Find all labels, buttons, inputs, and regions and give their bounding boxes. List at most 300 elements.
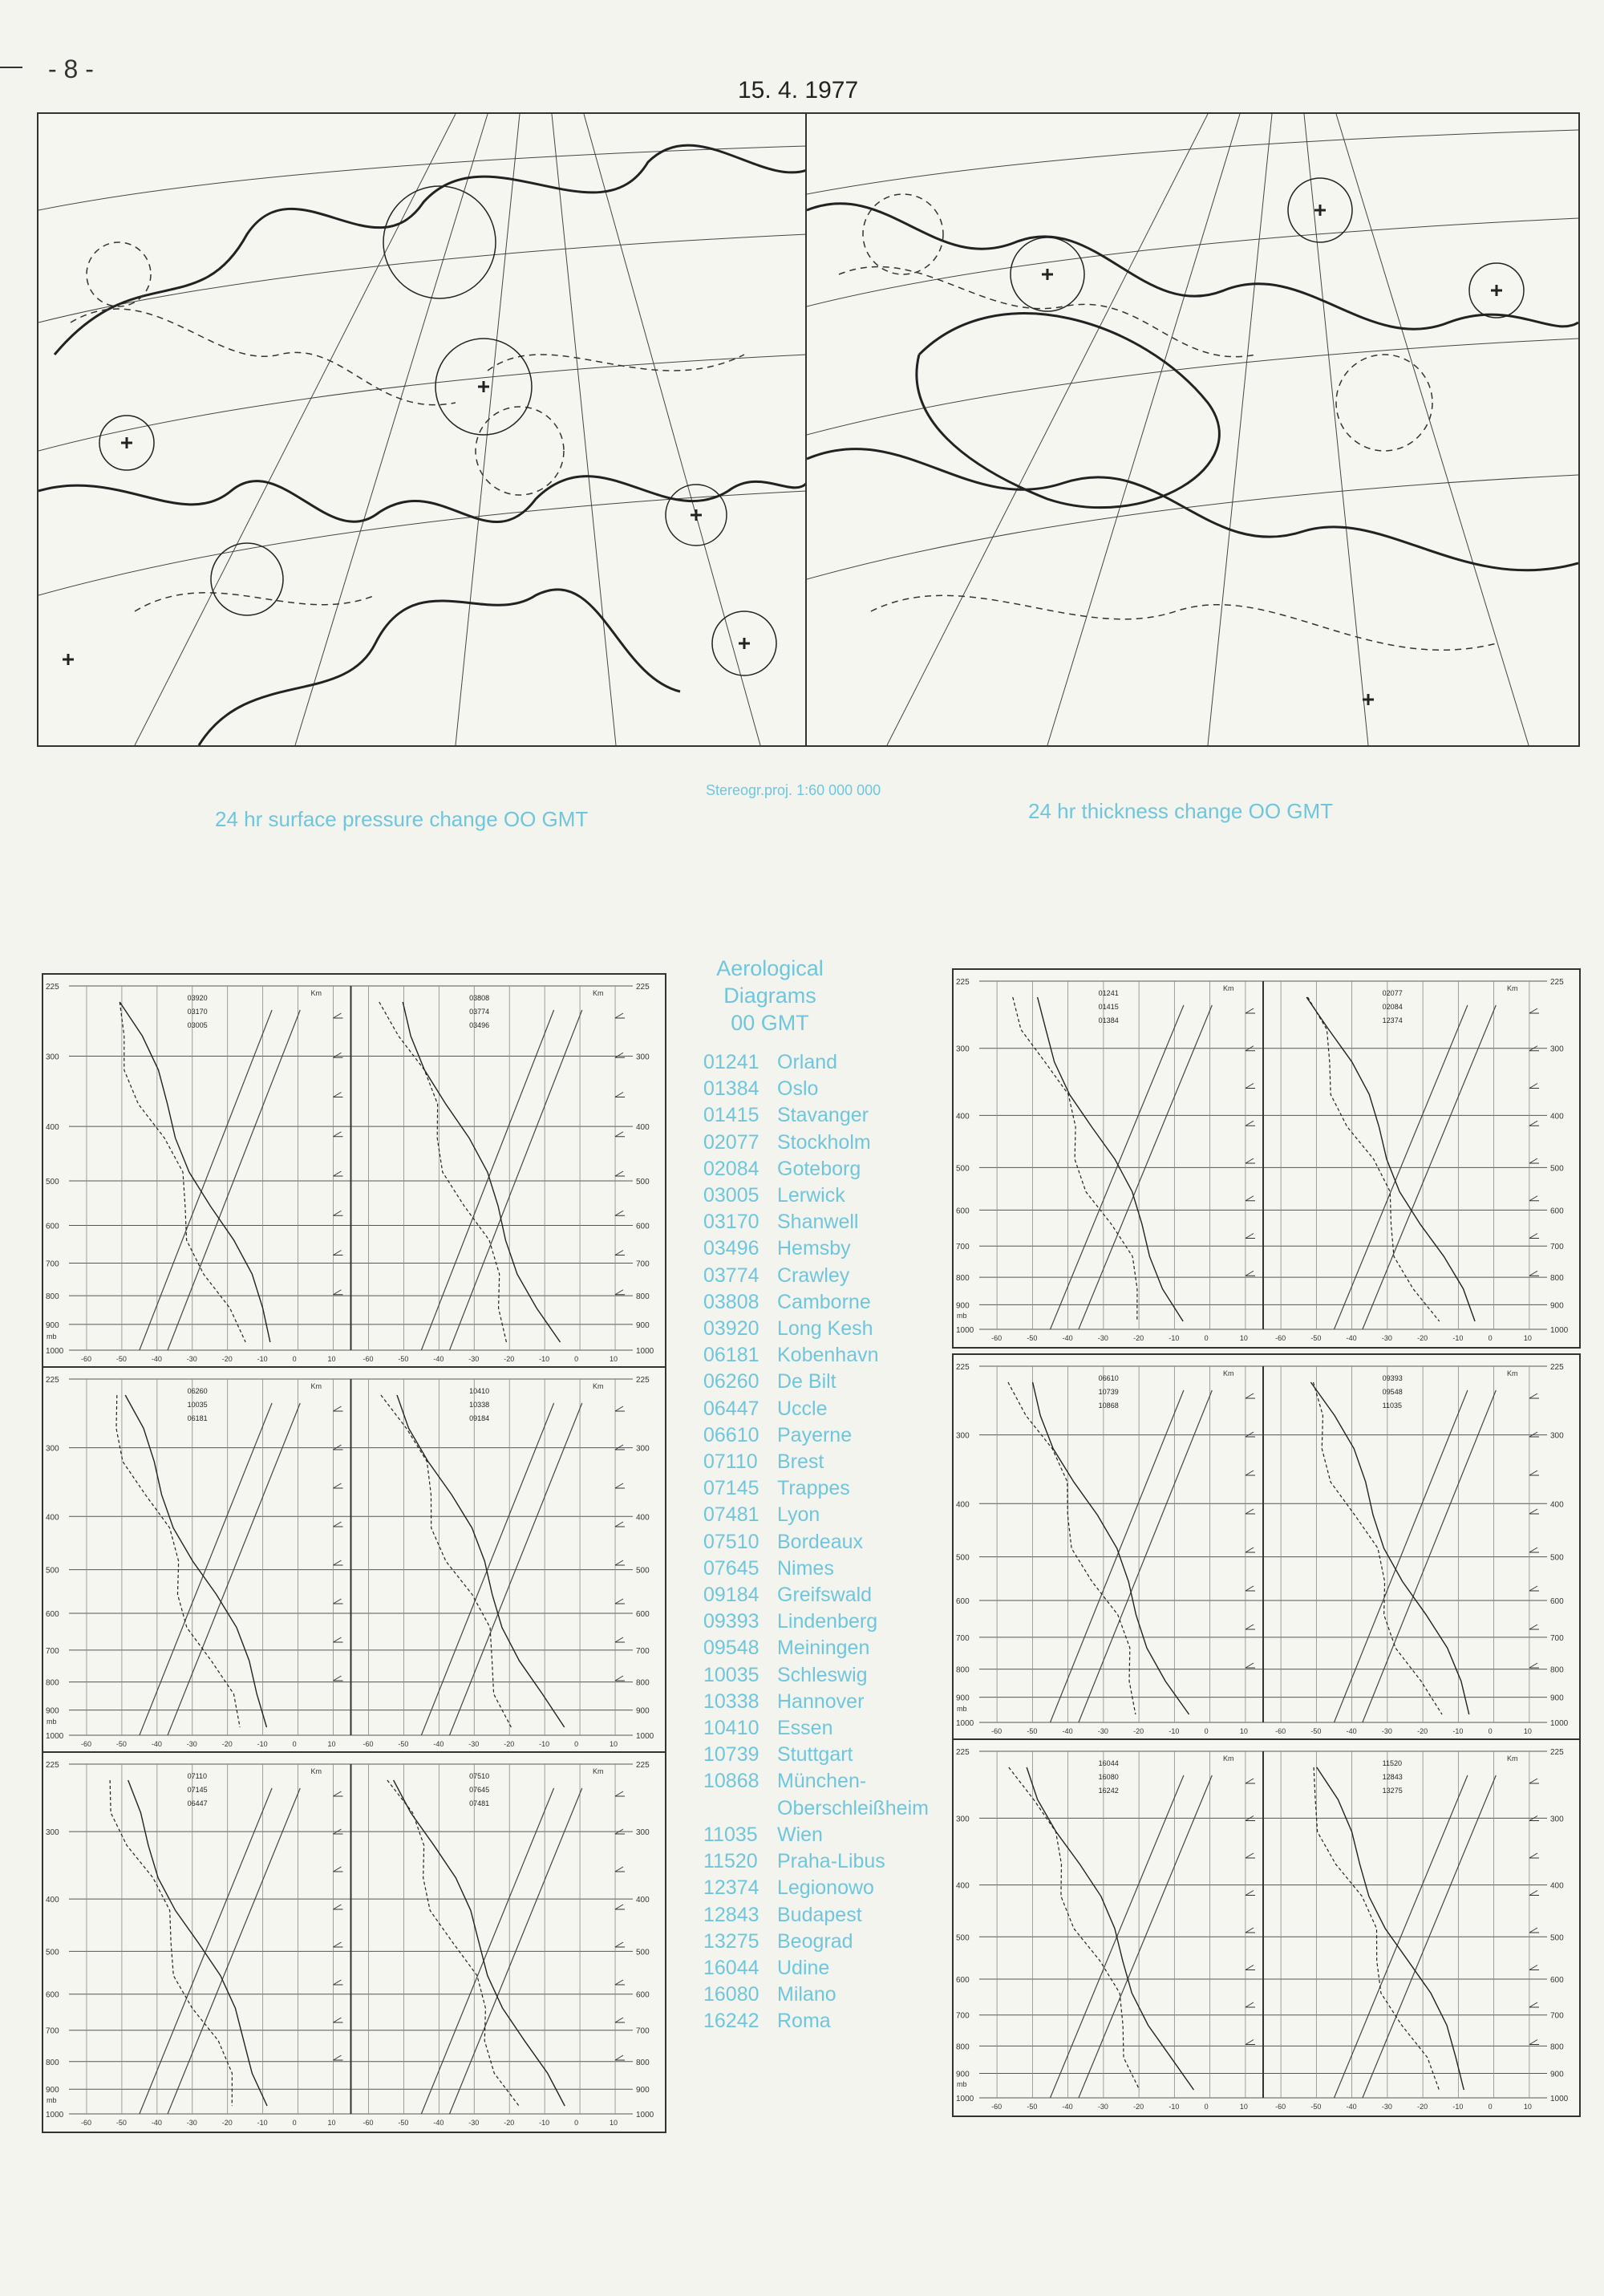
diagram-station-code: 16242 <box>1098 1787 1119 1795</box>
pressure-label-left: 500 <box>956 1553 970 1563</box>
pressure-label-left: 700 <box>956 1633 970 1643</box>
pressure-label-right: 1000 <box>636 1347 654 1356</box>
temperature-tick: -60 <box>363 1740 374 1748</box>
temperature-tick: -50 <box>1310 1334 1322 1342</box>
wind-barb <box>615 1522 625 1527</box>
pressure-label-left: 225 <box>46 983 59 992</box>
diagram-station-code: 07481 <box>469 1799 490 1807</box>
station-code: 07481 <box>703 1503 759 1527</box>
diagram-svg <box>954 970 1579 1347</box>
station-code: 03920 <box>703 1317 759 1341</box>
station-row <box>703 1130 929 1156</box>
wind-barb <box>1246 1586 1255 1591</box>
wind-barb <box>1246 1432 1255 1437</box>
thickness-map-drawing <box>807 114 1578 745</box>
temperature-tick: 10 <box>610 2119 618 2127</box>
pressure-label-right: 900 <box>1550 2070 1564 2079</box>
pressure-label-left: 900 <box>46 2086 59 2095</box>
wind-barb <box>615 1053 625 1057</box>
station-name: Orland <box>777 1051 838 1073</box>
pressure-label-left: 400 <box>46 1123 59 1133</box>
station-row <box>703 1848 929 1875</box>
wind-barb <box>334 1483 343 1488</box>
pressure-label-right: 1000 <box>1550 1326 1569 1335</box>
mb-unit-label: mb <box>957 1705 967 1713</box>
temperature-tick: -20 <box>504 1740 515 1748</box>
wind-barb <box>1246 1470 1255 1475</box>
temperature-profile <box>1027 1767 1193 2090</box>
pressure-label-left: 1000 <box>46 1732 64 1741</box>
wind-barb <box>615 2018 625 2022</box>
pressure-label-left: 225 <box>956 1363 970 1372</box>
station-code: 12843 <box>703 1903 759 1926</box>
wind-barb <box>1529 1928 1539 1933</box>
station-code: 03774 <box>703 1264 759 1287</box>
wind-barb <box>1246 1853 1255 1858</box>
pressure-label-right: 900 <box>1550 1694 1564 1703</box>
pressure-label-right: 900 <box>636 1320 650 1330</box>
wind-barb <box>334 2055 343 2060</box>
station-name: Lerwick <box>777 1184 845 1207</box>
station-row <box>703 1662 929 1689</box>
aerological-diagram <box>42 1751 666 2133</box>
temperature-tick: -40 <box>1062 1727 1073 1735</box>
temperature-tick: -10 <box>1169 1334 1180 1342</box>
diagram-station-code: 11520 <box>1382 1759 1403 1767</box>
wind-barb <box>334 1522 343 1527</box>
temperature-profile <box>125 1395 266 1727</box>
temperature-tick: 10 <box>610 1740 618 1748</box>
diagram-station-code: 12843 <box>1382 1773 1403 1781</box>
station-name: Oslo <box>777 1077 819 1101</box>
station-row <box>703 1396 929 1422</box>
wind-barb <box>334 1290 343 1295</box>
temperature-tick: -60 <box>80 1740 91 1748</box>
diagram-station-code: 16080 <box>1098 1773 1119 1781</box>
pressure-label-left: 600 <box>956 1207 970 1216</box>
diagram-svg <box>954 1355 1579 1740</box>
wind-barb <box>1529 1271 1539 1276</box>
diagram-station-code: 07645 <box>469 1786 490 1794</box>
pressure-label-right: 300 <box>636 1828 650 1838</box>
dry-adiabat <box>1079 1390 1212 1722</box>
temperature-tick: -50 <box>398 1355 409 1363</box>
pressure-label-left: 1000 <box>956 1326 974 1335</box>
pressure-label-right: 500 <box>636 1948 650 1957</box>
station-row <box>703 1156 929 1182</box>
wind-barb <box>1529 1663 1539 1668</box>
km-unit-label: Km <box>1223 1369 1234 1377</box>
diagram-station-code: 02084 <box>1382 1003 1403 1011</box>
station-code: 09548 <box>703 1637 759 1660</box>
station-name: Roma <box>777 2010 831 2033</box>
dewpoint-profile <box>116 1395 240 1727</box>
pressure-label-right: 500 <box>1550 1553 1564 1563</box>
projection-label: Stereogr.proj. 1:60 000 000 <box>706 782 881 798</box>
dry-adiabat <box>450 1403 582 1735</box>
wind-barb <box>1246 1625 1255 1629</box>
wind-barb <box>334 1053 343 1057</box>
temperature-profile <box>397 1395 565 1727</box>
wind-barb <box>1246 1393 1255 1398</box>
pressure-label-right: 500 <box>1550 1933 1564 1943</box>
pressure-label-right: 400 <box>636 1896 650 1905</box>
km-unit-label: Km <box>593 1767 604 1775</box>
km-unit-label: Km <box>310 989 322 997</box>
station-name: Schleswig <box>777 1663 868 1686</box>
station-code: 07510 <box>703 1530 759 1553</box>
diagram-station-code: 03496 <box>469 1021 490 1029</box>
temperature-tick: -20 <box>504 2119 515 2127</box>
pressure-label-right: 600 <box>636 1609 650 1619</box>
station-code: 01241 <box>703 1051 759 1073</box>
temperature-tick: -20 <box>221 1740 233 1748</box>
station-code: 09184 <box>703 1584 759 1607</box>
wind-barb <box>1529 2040 1539 2045</box>
wind-barb <box>1246 1084 1255 1089</box>
wind-barb <box>1529 1779 1539 1783</box>
station-code: 10868 <box>703 1770 759 1793</box>
station-name: Greifswald <box>777 1584 873 1607</box>
wind-barb <box>334 1599 343 1604</box>
station-row <box>703 1715 929 1742</box>
station-code: 07145 <box>703 1477 759 1500</box>
surface-pressure-caption: 24 hr surface pressure change OO GMT <box>215 807 589 831</box>
diagram-station-code: 10410 <box>469 1387 490 1395</box>
wind-barb <box>1246 1548 1255 1552</box>
temperature-profile <box>1306 997 1475 1321</box>
wind-barb <box>334 1676 343 1681</box>
km-unit-label: Km <box>1507 984 1518 992</box>
temperature-tick: -30 <box>468 1355 480 1363</box>
wind-barb <box>1529 2002 1539 2007</box>
wind-barb <box>334 1942 343 1947</box>
station-row <box>703 2008 929 2034</box>
pressure-label-right: 1000 <box>636 1732 654 1741</box>
wind-barb <box>1246 1928 1255 1933</box>
station-code: 10338 <box>703 1690 759 1713</box>
temperature-tick: -30 <box>186 1740 197 1748</box>
pressure-label-right: 225 <box>1550 1748 1564 1757</box>
diagram-station-code: 06181 <box>187 1414 208 1422</box>
temperature-tick: 10 <box>327 1355 336 1363</box>
station-code: 06610 <box>703 1423 759 1446</box>
station-name: Milano <box>777 1983 836 2006</box>
temperature-profile <box>119 1002 270 1342</box>
wind-barb <box>1529 1891 1539 1896</box>
pressure-label-right: 300 <box>636 1444 650 1454</box>
pressure-label-left: 800 <box>46 2058 59 2067</box>
pressure-label-left: 800 <box>956 1665 970 1675</box>
temperature-tick: -60 <box>1275 1727 1286 1735</box>
station-row <box>703 1369 929 1395</box>
station-name: Legionowo <box>777 1876 874 1900</box>
diagram-station-code: 10338 <box>469 1401 490 1409</box>
pressure-label-left: 600 <box>956 1976 970 1986</box>
wind-barb <box>615 1093 625 1097</box>
temperature-tick: -40 <box>1062 1334 1073 1342</box>
temperature-tick: -20 <box>1417 1334 1428 1342</box>
temperature-tick: -30 <box>1097 2103 1108 2111</box>
station-row <box>703 1929 929 1955</box>
temperature-tick: -40 <box>433 1355 444 1363</box>
temperature-tick: -60 <box>991 2103 1003 2111</box>
temperature-tick: -50 <box>398 1740 409 1748</box>
temperature-tick: -60 <box>1275 2103 1286 2111</box>
wind-barb <box>334 1211 343 1215</box>
station-name: Camborne <box>777 1290 871 1313</box>
station-row <box>703 1822 929 1848</box>
diagram-svg <box>43 1368 665 1753</box>
pressure-label-left: 900 <box>956 2070 970 2079</box>
aerological-diagram <box>42 973 666 1369</box>
pressure-label-left: 225 <box>956 978 970 987</box>
temperature-tick: -30 <box>1381 2103 1392 2111</box>
dry-adiabat <box>1363 1390 1496 1722</box>
wind-barb <box>615 1132 625 1137</box>
station-row <box>703 1795 929 1822</box>
dewpoint-profile <box>381 1395 511 1727</box>
wind-barb <box>1529 1196 1539 1201</box>
station-row <box>703 1955 929 1982</box>
wind-barb <box>1529 1432 1539 1437</box>
pressure-label-right: 700 <box>636 1260 650 1269</box>
wind-barb <box>615 1942 625 1947</box>
dewpoint-profile <box>110 1780 232 2106</box>
temperature-tick: 10 <box>327 1740 336 1748</box>
pressure-label-left: 700 <box>956 1243 970 1252</box>
wind-barb <box>615 1171 625 1176</box>
dry-adiabat <box>168 1010 300 1350</box>
wind-barb <box>334 1132 343 1137</box>
station-row <box>703 1102 929 1129</box>
pressure-label-right: 225 <box>636 983 650 992</box>
pressure-label-left: 700 <box>46 1646 59 1656</box>
temperature-tick: -10 <box>1452 1727 1464 1735</box>
diagram-station-code: 07110 <box>187 1772 207 1780</box>
pressure-label-left: 300 <box>46 1053 59 1062</box>
pressure-label-left: 225 <box>956 1748 970 1757</box>
pressure-label-right: 800 <box>636 1678 650 1688</box>
station-row <box>703 1502 929 1528</box>
pressure-label-right: 225 <box>636 1376 650 1385</box>
pressure-label-right: 800 <box>1550 1665 1564 1675</box>
pressure-label-left: 500 <box>956 1933 970 1943</box>
pressure-label-right: 225 <box>1550 978 1564 987</box>
mb-unit-label: mb <box>47 1333 57 1341</box>
temperature-tick: -20 <box>221 1355 233 1363</box>
temperature-tick: -20 <box>504 1355 515 1363</box>
wind-barb <box>334 1637 343 1642</box>
temperature-tick: -20 <box>1417 1727 1428 1735</box>
pressure-label-left: 500 <box>956 1164 970 1174</box>
pressure-label-right: 300 <box>636 1053 650 1062</box>
station-name: Stockholm <box>777 1130 871 1154</box>
pressure-label-right: 1000 <box>636 2111 654 2120</box>
station-code: 16080 <box>703 1983 759 2006</box>
diagram-station-code: 09393 <box>1382 1374 1403 1382</box>
temperature-tick: -10 <box>257 1740 268 1748</box>
wind-barb <box>615 1637 625 1642</box>
pressure-label-left: 900 <box>956 1301 970 1311</box>
station-row <box>703 1182 929 1209</box>
temperature-profile <box>1033 1382 1189 1714</box>
km-unit-label: Km <box>1223 984 1234 992</box>
pressure-label-left: 900 <box>46 1320 59 1330</box>
temperature-tick: 0 <box>1488 2103 1493 2111</box>
page-number: - 8 - <box>48 55 94 83</box>
dewpoint-profile <box>1013 997 1137 1321</box>
station-row <box>703 1902 929 1929</box>
temperature-tick: -50 <box>1310 1727 1322 1735</box>
pressure-label-right: 300 <box>1550 1431 1564 1441</box>
temperature-tick: -30 <box>186 1355 197 1363</box>
pressure-label-left: 400 <box>956 1881 970 1891</box>
wind-barb <box>1529 1965 1539 1970</box>
pressure-label-right: 800 <box>1550 1274 1564 1284</box>
aerological-diagram <box>952 1738 1581 2117</box>
station-code: 11035 <box>703 1823 758 1846</box>
diagram-station-code: 10035 <box>187 1401 208 1409</box>
temperature-tick: -50 <box>115 1355 127 1363</box>
temperature-tick: -40 <box>151 1355 162 1363</box>
pressure-label-right: 600 <box>1550 1596 1564 1606</box>
station-code: 09393 <box>703 1610 759 1633</box>
aerological-title <box>698 955 842 1036</box>
wind-barb <box>1529 1234 1539 1239</box>
wind-barb <box>615 1905 625 1909</box>
temperature-tick: -40 <box>433 1740 444 1748</box>
temperature-tick: -50 <box>115 2119 127 2127</box>
dewpoint-profile <box>1308 997 1440 1321</box>
temperature-tick: -10 <box>539 1740 550 1748</box>
station-code: 16044 <box>703 1956 759 1979</box>
temperature-tick: -60 <box>80 1355 91 1363</box>
station-code: 10035 <box>703 1663 759 1686</box>
km-unit-label: Km <box>310 1767 322 1775</box>
temperature-tick: -50 <box>1027 1334 1038 1342</box>
pressure-label-right: 900 <box>636 1706 650 1716</box>
station-row <box>703 1209 929 1235</box>
wind-barb <box>1246 1008 1255 1013</box>
pressure-label-right: 400 <box>636 1513 650 1523</box>
temperature-tick: -60 <box>363 2119 374 2127</box>
diagram-station-code: 01384 <box>1098 1016 1119 1024</box>
station-code: 02077 <box>703 1130 759 1154</box>
temperature-tick: -10 <box>1452 2103 1464 2111</box>
dewpoint-profile <box>387 1780 519 2106</box>
page-date: 15. 4. 1977 <box>738 77 859 103</box>
pressure-label-right: 600 <box>636 1222 650 1231</box>
pressure-label-right: 1000 <box>1550 2095 1569 2103</box>
diagram-station-code: 06260 <box>187 1387 208 1395</box>
diagram-station-code: 10739 <box>1098 1388 1119 1396</box>
temperature-profile <box>1310 1382 1468 1714</box>
station-row <box>703 1316 929 1342</box>
wind-barb <box>1529 1586 1539 1591</box>
margin-mark <box>0 67 22 68</box>
pressure-label-left: 700 <box>46 1260 59 1269</box>
pressure-label-right: 500 <box>636 1178 650 1187</box>
aerological-diagram <box>952 1353 1581 1742</box>
pressure-label-left: 900 <box>956 1694 970 1703</box>
pressure-label-right: 700 <box>1550 1633 1564 1643</box>
station-name: Budapest <box>777 1903 862 1926</box>
station-name: Bordeaux <box>777 1530 864 1553</box>
station-name: Wien <box>777 1823 823 1846</box>
wind-barb <box>1529 1548 1539 1552</box>
wind-barb <box>615 1791 625 1796</box>
station-row <box>703 1235 929 1262</box>
diagram-station-code: 01415 <box>1098 1003 1119 1011</box>
wind-barb <box>1246 1891 1255 1896</box>
wind-barb <box>615 1599 625 1604</box>
wind-barb <box>615 1483 625 1488</box>
temperature-tick: 0 <box>574 1740 579 1748</box>
station-code: 10410 <box>703 1717 759 1740</box>
wind-barb <box>615 1013 625 1018</box>
temperature-tick: -10 <box>1169 1727 1180 1735</box>
station-name: Long Kesh <box>777 1317 873 1341</box>
temperature-tick: 10 <box>610 1355 618 1363</box>
temperature-tick: 10 <box>1239 2103 1248 2111</box>
station-name: Lindenberg <box>777 1610 878 1633</box>
station-code: 11520 <box>703 1850 758 1873</box>
diagram-station-code: 06447 <box>187 1799 208 1807</box>
station-code: 07110 <box>703 1450 758 1474</box>
diagram-station-code: 03170 <box>187 1008 208 1016</box>
temperature-tick: -40 <box>433 2119 444 2127</box>
station-code: 01415 <box>703 1104 759 1127</box>
temperature-tick: 0 <box>292 2119 297 2127</box>
pressure-label-right: 225 <box>1550 1363 1564 1372</box>
pressure-label-left: 300 <box>46 1444 59 1454</box>
station-name: München- <box>777 1770 867 1793</box>
pressure-label-right: 800 <box>636 1292 650 1302</box>
temperature-tick: -10 <box>539 1355 550 1363</box>
wind-barb <box>1246 1158 1255 1163</box>
aerological-diagram <box>952 968 1581 1349</box>
temperature-tick: -30 <box>1097 1334 1108 1342</box>
dewpoint-profile <box>119 1002 245 1342</box>
temperature-tick: -30 <box>186 2119 197 2127</box>
wind-barb <box>1246 1509 1255 1514</box>
pressure-label-right: 400 <box>1550 1500 1564 1510</box>
wind-barb <box>334 1251 343 1255</box>
pressure-label-left: 300 <box>956 1431 970 1441</box>
dry-adiabat <box>450 1010 582 1350</box>
pressure-label-right: 900 <box>1550 1301 1564 1311</box>
wind-barb <box>615 1445 625 1450</box>
station-name: Payerne <box>777 1423 853 1446</box>
mb-unit-label: mb <box>957 1312 967 1320</box>
wind-barb <box>615 1251 625 1255</box>
station-row <box>703 1422 929 1449</box>
pressure-label-left: 1000 <box>46 2111 64 2120</box>
temperature-profile <box>128 1780 267 2106</box>
station-code: 06447 <box>703 1397 759 1420</box>
station-row <box>703 1982 929 2008</box>
temperature-tick: -20 <box>1133 1727 1144 1735</box>
temperature-tick: 0 <box>1204 1727 1209 1735</box>
dry-adiabat <box>140 1403 272 1735</box>
pressure-label-left: 400 <box>956 1112 970 1122</box>
temperature-tick: -40 <box>1346 2103 1357 2111</box>
pressure-label-right: 800 <box>1550 2042 1564 2052</box>
km-unit-label: Km <box>593 1382 604 1390</box>
station-row <box>703 1289 929 1316</box>
pressure-label-left: 600 <box>956 1596 970 1606</box>
